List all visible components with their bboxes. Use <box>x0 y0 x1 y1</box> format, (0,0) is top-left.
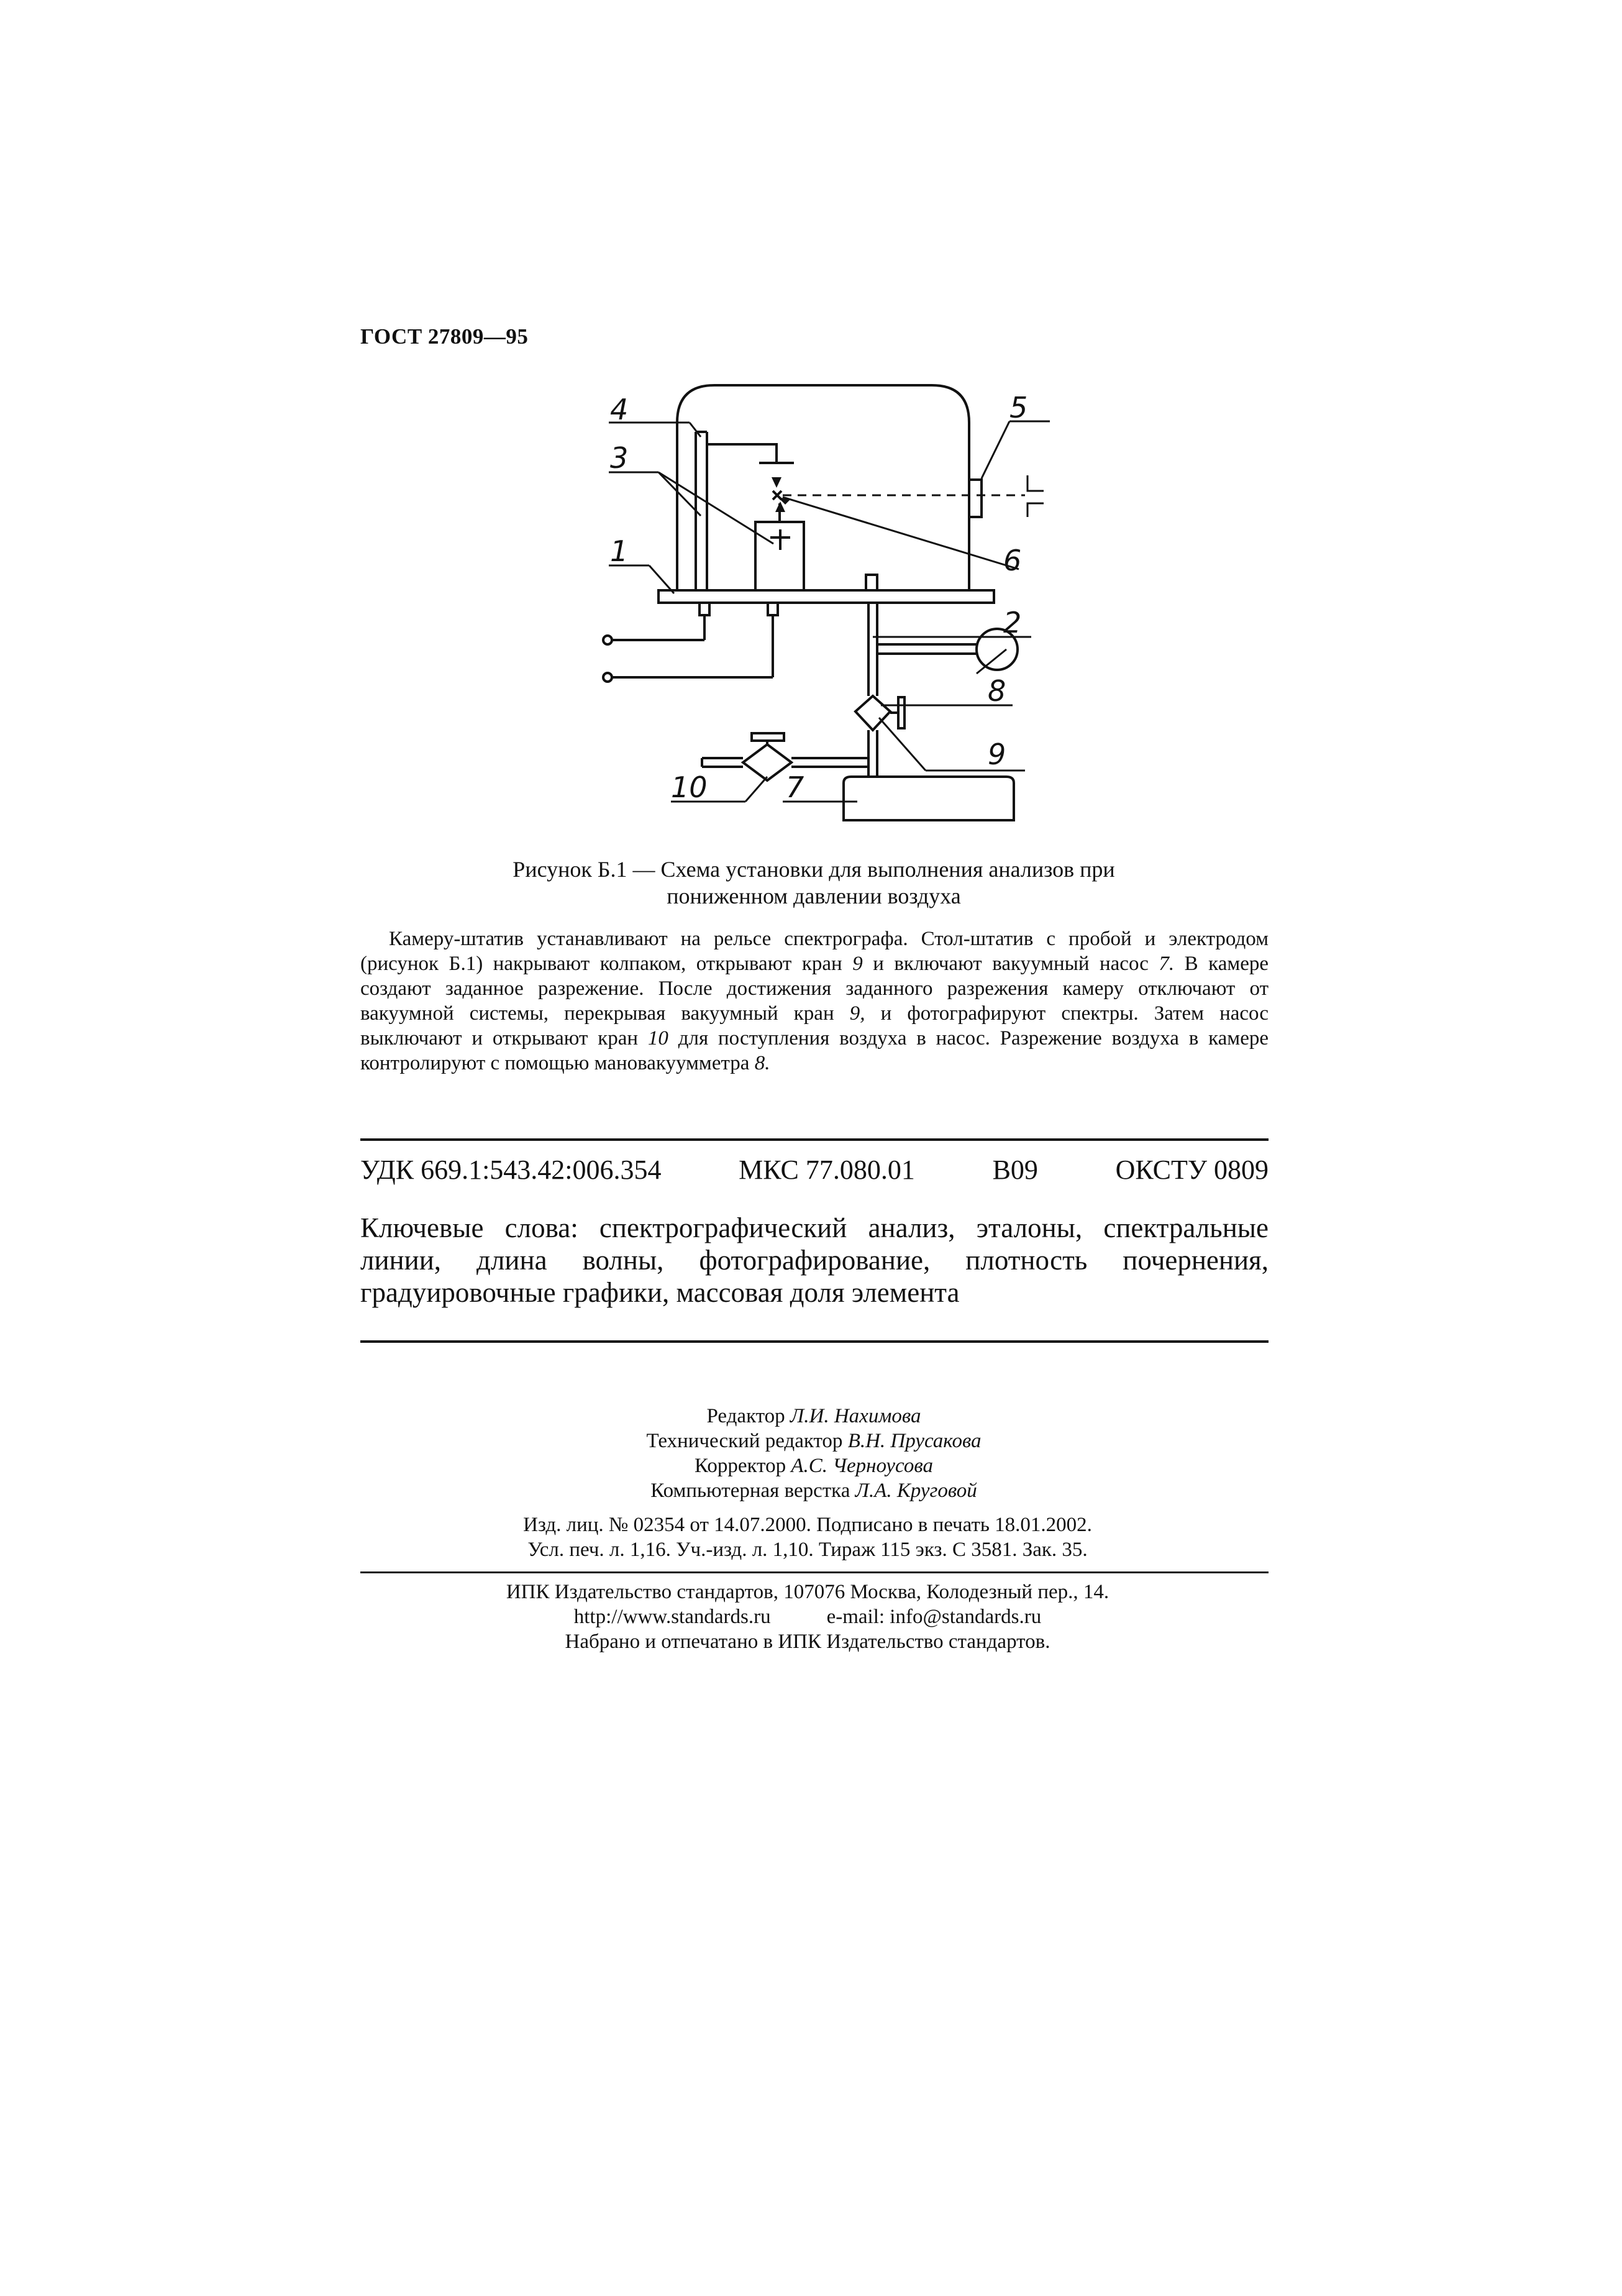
credit-editor: Редактор Л.И. Нахимова <box>706 1405 921 1427</box>
pub-line-1: Изд. лиц. № 02354 от 14.07.2000. Подписано в печать 18.01.2002. <box>523 1514 1092 1536</box>
label-6: 6 <box>1003 544 1022 577</box>
footer-contacts <box>398 1604 1218 1629</box>
divider-top <box>360 1138 1269 1141</box>
credit-layout: Компьютерная верстка Л.А. Круговой <box>650 1480 977 1502</box>
body-text-4: и фотографируют спектры. Затем насос выключают и открывают кран <box>360 1002 1269 1050</box>
body-text-1: Камеру-штатив устанавливают на рельсе спектрографа. Стол-штатив с пробой и электродом (рисунок Б.1) накрывают колпаком, открывают кран <box>360 928 1269 975</box>
ref-9: 9 <box>852 953 863 975</box>
body-text-3: В камере создают заданное разрежение. После достижения заданного разрежения камеру отключают от вакуумной системы, перекрывая вакуумный кран <box>360 953 1269 1025</box>
publisher-footer <box>398 1580 1218 1654</box>
mks-code: МКС 77.080.01 <box>739 1155 915 1185</box>
installation-diagram <box>596 373 1068 833</box>
divider-bottom <box>360 1340 1269 1343</box>
group-code: В09 <box>992 1155 1038 1185</box>
label-2: 2 <box>1003 606 1022 639</box>
body-text-2: и включают вакуумный насос <box>873 953 1149 975</box>
label-8: 8 <box>988 674 1006 708</box>
footer-line-3: Набрано и отпечатано в ИПК Издательство стандартов. <box>565 1631 1050 1653</box>
document-header: ГОСТ 27809—95 <box>360 324 529 349</box>
caption-line-2: пониженном давлении воздуха <box>667 884 961 908</box>
email-link[interactable]: e-mail: info@standards.ru <box>826 1606 1042 1628</box>
table-plate <box>658 590 994 603</box>
bell-cover <box>677 385 969 590</box>
pump-7 <box>844 777 1014 820</box>
ref-8: 8. <box>754 1052 770 1074</box>
publication-info <box>398 1512 1218 1562</box>
label-7: 7 <box>786 771 804 804</box>
udk-code: УДК 669.1:543.42:006.354 <box>360 1155 662 1185</box>
ref-7: 7. <box>1159 953 1175 975</box>
label-5: 5 <box>1009 391 1028 424</box>
body-paragraph <box>360 926 1269 1076</box>
ref-10: 10 <box>647 1027 668 1050</box>
diagram-svg <box>596 373 1068 833</box>
figure-caption <box>385 856 1242 910</box>
website-link[interactable]: http://www.standards.ru <box>573 1606 771 1628</box>
classification-row <box>360 1154 1269 1186</box>
credit-tech-editor: Технический редактор В.Н. Прусакова <box>646 1430 982 1452</box>
credits <box>485 1404 1143 1503</box>
electrode-arm <box>707 444 777 463</box>
footer-divider <box>360 1571 1269 1573</box>
ref-9b: 9, <box>849 1002 865 1025</box>
valve-10 <box>743 744 791 780</box>
label-1: 1 <box>610 534 629 568</box>
body-text-5: для поступления воздуха в насос. Разрежение воздуха в камере контролируют с помощью мановакуумметра <box>360 1027 1269 1074</box>
label-10: 10 <box>671 771 708 804</box>
footer-line-1: ИПК Издательство стандартов, 107076 Москва, Колодезный пер., 14. <box>506 1581 1109 1603</box>
keywords: Ключевые слова: спектрографический анализ, эталоны, спектральные линии, длина волны, фотографирование, плотность почернения, градуировочные графики, массовая доля элемента <box>360 1212 1269 1308</box>
label-9: 9 <box>988 738 1006 771</box>
credit-corrector: Корректор А.С. Черноусова <box>695 1455 933 1477</box>
pub-line-2: Усл. печ. л. 1,16. Уч.-изд. л. 1,10. Тираж 115 экз. С 3581. Зак. 35. <box>527 1539 1088 1561</box>
label-3: 3 <box>610 441 629 475</box>
caption-line-1: Рисунок Б.1 — Схема установки для выполнения анализов при <box>513 857 1115 882</box>
okstu-code: ОКСТУ 0809 <box>1115 1155 1269 1185</box>
window-5 <box>969 480 982 517</box>
label-4: 4 <box>610 393 629 426</box>
